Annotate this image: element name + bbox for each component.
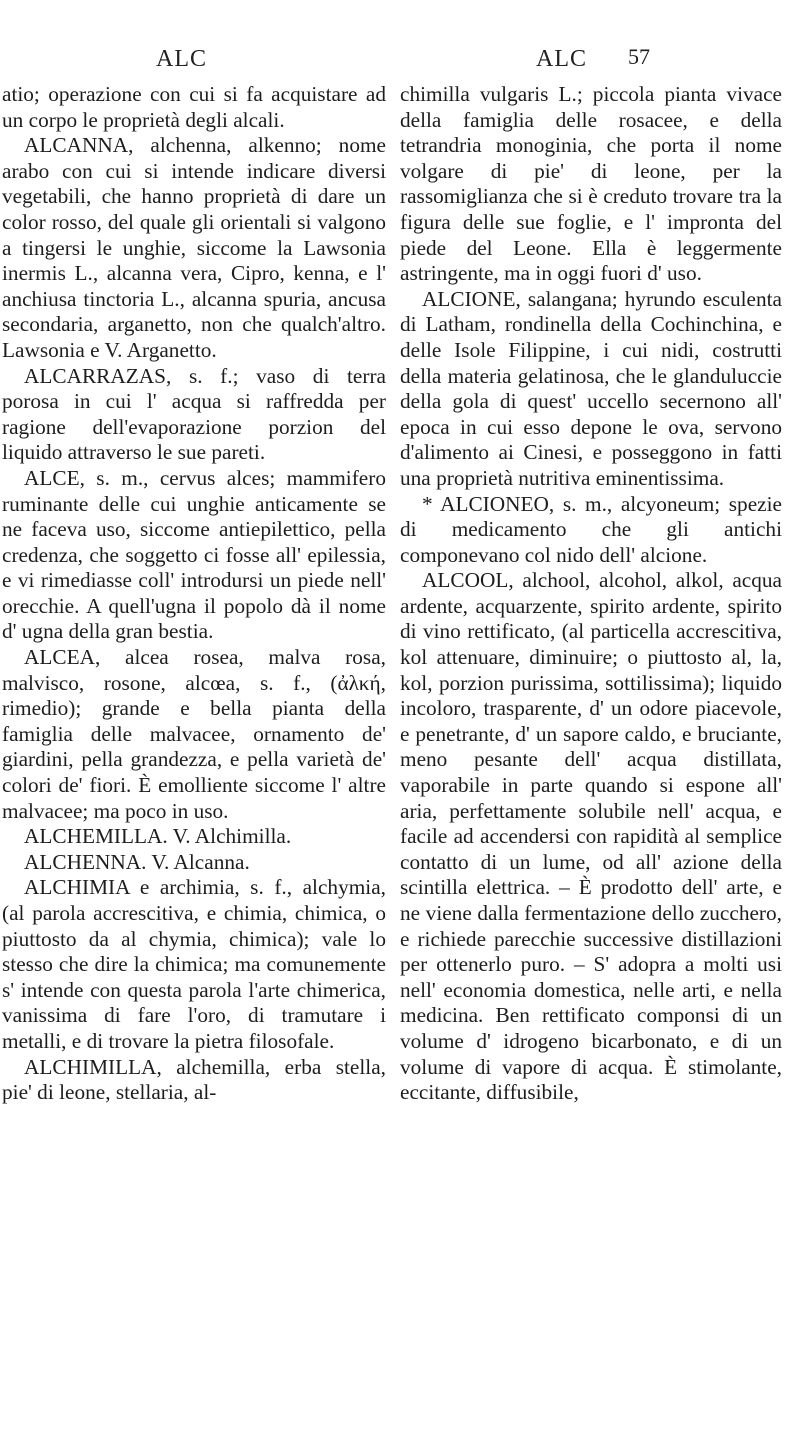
entry-alchemilla: ALCHEMILLA. V. Alchimilla. — [24, 824, 292, 849]
running-head-left: ALC — [156, 46, 207, 72]
left-column — [2, 82, 386, 1106]
entry-alchimia: ALCHIMIA e archimia, s. f., alchymia, (al parola accrescitiva, e chimia, chimica, o piuttosto da al chymia, chimica); vale lo stesso che dire la chimica; ma comunemente s' intende con questa parola l'arte chimerica, vanissima di fare l'oro, di tramutare i metalli, e di trovare la pietra filosofale. — [2, 875, 386, 1053]
entry-continuation-alchimilla: chimilla vulgaris L.; piccola pianta vivace della famiglia delle rosacee, e della tetrandria monoginia, che porta il nome volgare di pie' di leone, per la rassomiglianza che si è creduto trovare tra la figura delle sue foglie, e l' impronta del piede del Leone. Ella è leggermente astringente, ma in oggi fuori d' uso. — [400, 82, 782, 286]
entry-alcioneo: * ALCIONEO, s. m., alcyoneum; spezie di medicamento che gli antichi componevano col nido dell' alcione. — [400, 491, 782, 567]
entry-alcanna: ALCANNA, alchenna, alkenno; nome arabo con cui si intende indicare diversi vegetabili, che hanno proprietà di dare un color rosso, del quale gli orientali si valgono a tingersi le unghie, siccome la Lawsonia inermis L., alcanna vera, Cipro, kenna, e l' anchiusa tinctoria L., alcanna spuria, ancusa secondaria, arganetto, non che qualch'altro. Lawsonia e V. Arganetto. — [2, 133, 386, 362]
entry-alcarrazas: ALCARRAZAS, s. f.; vaso di terra porosa in cui l' acqua si raffredda per ragione dell'evaporazione porzion del liquido attraverso le sue pareti. — [2, 363, 386, 465]
entry-alcione: ALCIONE, salangana; hyrundo esculenta di Latham, rondinella della Cochinchina, e delle Isole Filippine, i cui nidi, costrutti della materia gelatinosa, che le glanduluccie della gola di quest' uccello secernono all' epoca in cui esso depone le ova, servono d'alimento ai Cinesi, e posseggono in fatti una proprietà nutritiva eminentissima. — [400, 286, 782, 490]
entry-alchenna: ALCHENNA. V. Alcanna. — [24, 849, 250, 874]
right-column — [400, 82, 782, 1106]
entry-alce: ALCE, s. m., cervus alces; mammifero ruminante delle cui unghie anticamente se ne faceva uso, siccome antiepilettico, pella credenza, che soggetto ci fosse all' epilessia, e vi rimediasse coll' introdursi un piede nell' orecchie. A quell'ugna il popolo dà il nome d' ugna della gran bestia. — [2, 465, 386, 644]
running-head-right: ALC — [536, 46, 587, 72]
entry-alcool: ALCOOL, alchool, alcohol, alkol, acqua ardente, acquarzente, spirito ardente, spirito di vino rettificato, (al particella accrescitiva, kol attenuare, diminuire; o piuttosto al, la, kol, porzion purissima, sottilissima); liquido incoloro, trasparente, d' un odore piacevole, e penetrante, d' un sapore caldo, e bruciante, meno pesante dell' acqua distillata, vaporabile in parte quando si espone all' aria, perfettamente solubile nell' acqua, e facile ad accendersi con rapidità al semplice contatto di un lume, od all' azione della scintilla elettrica. – È prodotto dell' arte, e ne viene dalla fermentazione dello zucchero, e richiede parecchie successive distillazioni per ottenerlo puro. – S' adopra a molti usi nell' economia domestica, nelle arti, e nella medicina. Ben rettificato componsi di un volume d' idrogeno bicarbonato, e di un volume di vapore di acqua. È stimolante, eccitante, diffusibile, — [400, 568, 782, 1105]
entry-alchimilla: ALCHIMILLA, alchemilla, erba stella, pie' di leone, stellaria, al- — [2, 1054, 386, 1105]
entry-alcea: ALCEA, alcea rosea, malva rosa, malvisco, rosone, alcœa, s. f., (ἀλκή, rimedio); grande e bella pianta della famiglia delle malvacee, ornamento de' giardini, pella grandezza, e pella varietà de' colori de' fiori. È emolliente siccome l' altre malvacee; ma poco in uso. — [2, 645, 386, 823]
entry-continuation: atio; operazione con cui si fa acquistare ad un corpo le proprietà degli alcali. — [2, 82, 386, 132]
page-number: 57 — [628, 44, 650, 69]
